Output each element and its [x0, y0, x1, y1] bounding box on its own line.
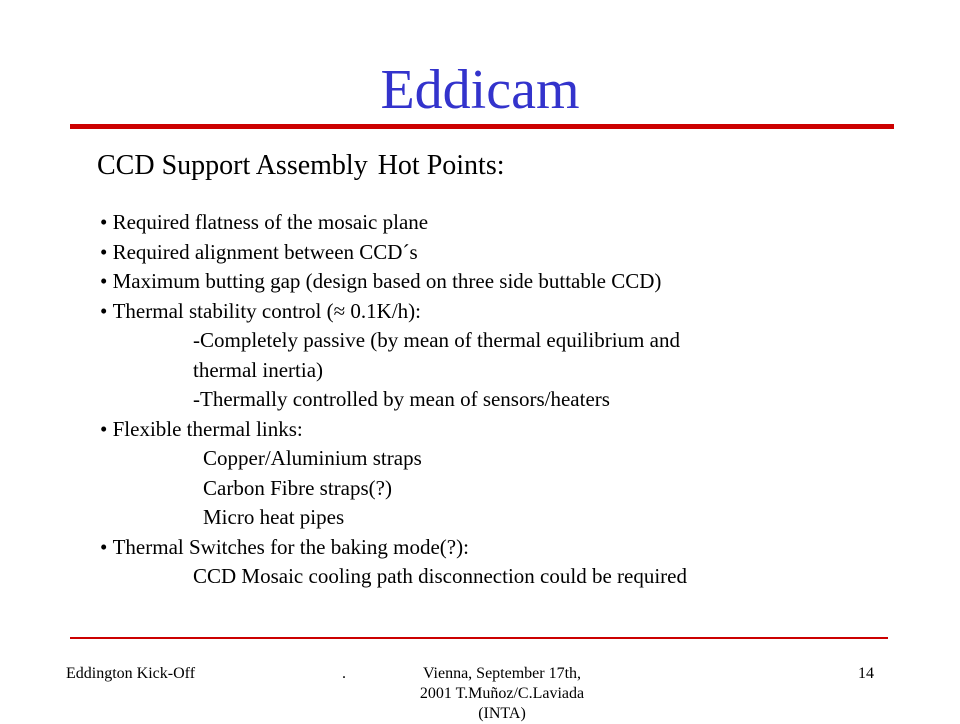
sub-item: CCD Mosaic cooling path disconnection could be required — [193, 564, 687, 588]
footer-separator: . — [342, 665, 346, 682]
heading-part1: CCD Support Assembly — [97, 150, 368, 181]
bullet-item: • Required flatness of the mosaic plane — [100, 208, 900, 238]
bullet-item: • Thermal Switches for the baking mode(?): — [100, 533, 900, 563]
sub-item: Carbon Fibre straps(?) — [203, 475, 392, 500]
slide-title: Eddicam — [380, 59, 580, 121]
footer-mid-line2: 2001 T.Muñoz/C.Laviada — [419, 685, 585, 702]
sub-item: Micro heat pipes — [203, 505, 345, 529]
bullet-item: • Flexible thermal links: — [100, 415, 900, 445]
sub-item: -Thermally controlled by mean of sensors/heaters — [193, 387, 610, 411]
section-heading — [97, 148, 505, 184]
footer-mid-line3: (INTA) — [478, 705, 526, 722]
footer-divider — [70, 637, 888, 639]
footer-event: Eddington Kick-Off — [66, 665, 196, 682]
footer-location-date — [352, 664, 652, 724]
heading-part2: Hot Points: — [377, 150, 505, 181]
sub-item: Copper/Aluminium straps — [203, 446, 422, 470]
footer-mid-line1: Vienna, September 17th, — [422, 665, 582, 682]
bullet-item: • Required alignment between CCD´s — [100, 238, 900, 268]
bullet-item: • Maximum butting gap (design based on three side buttable CCD) — [100, 267, 900, 297]
sub-item: thermal inertia) — [193, 357, 324, 382]
bullet-item: • Thermal stability control (≈ 0.1K/h): — [100, 297, 900, 327]
title-divider — [70, 124, 894, 129]
bullet-list — [100, 208, 900, 592]
page-number: 14 — [858, 665, 874, 682]
sub-item: -Completely passive (by mean of thermal equilibrium and — [193, 328, 680, 352]
